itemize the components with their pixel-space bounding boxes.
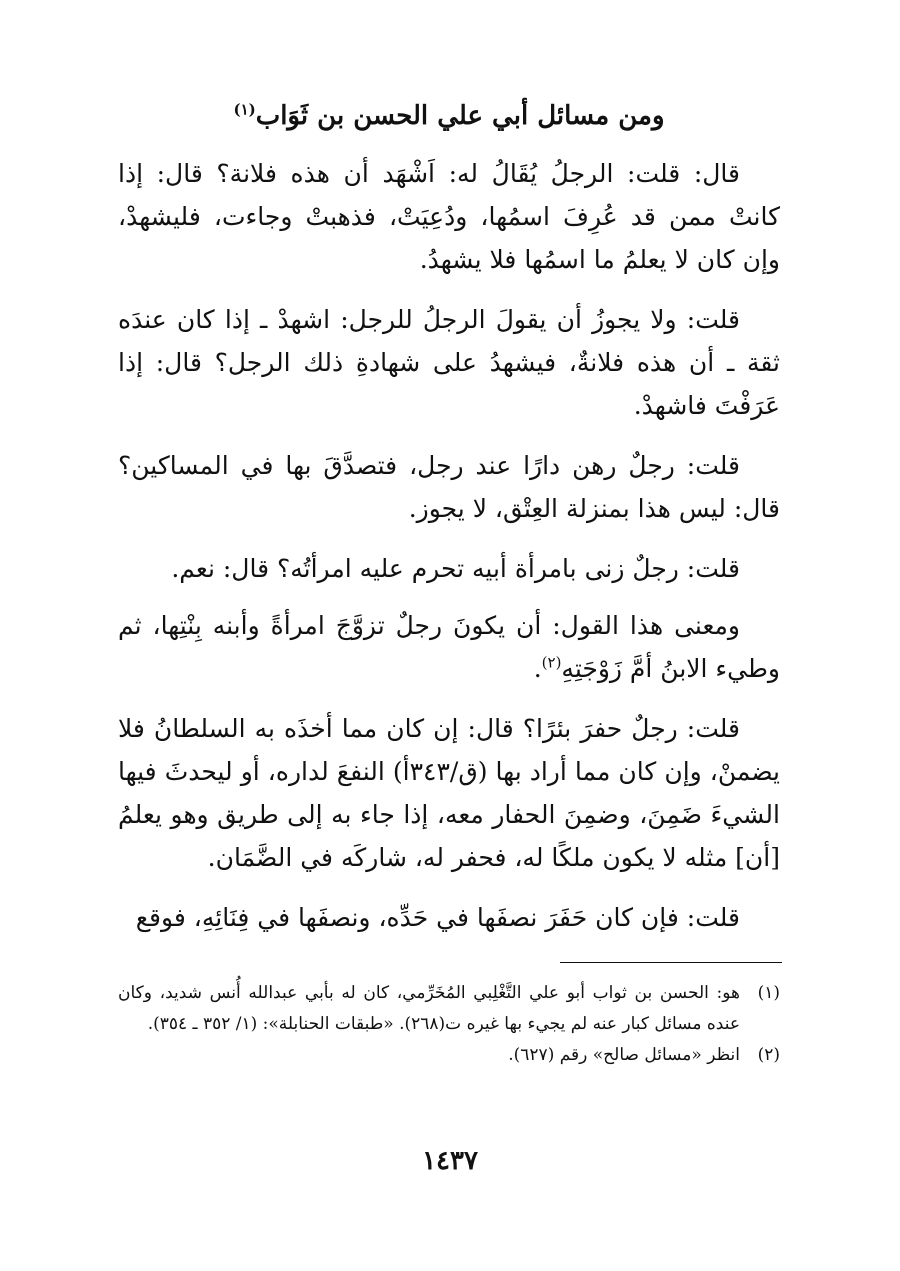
paragraph-5	[118, 604, 780, 690]
paragraph-5-text: ومعنى هذا القول: أن يكونَ رجلٌ تزوَّجَ امرأةً وأبنه بِنْتِها، ثم وطيء الابنُ أمَّ زَوْجَتِهِ	[118, 611, 780, 683]
page-number: ١٤٣٧	[422, 1146, 478, 1176]
paragraph-6: قلت: رجلٌ حفرَ بئرًا؟ قال: إن كان مما أخذَه به السلطانُ فلا يضمنْ، وإن كان مما أراد بها (ق/٣٤٣أ) النفعَ لداره، أو ليحدثَ فيها الشيءَ ضَمِنَ، وضمِنَ الحفار معه، إذا جاء به إلى طريق وهو يعلمُ [أن] مثله لا يكون ملكًا له، فحفر له، شاركَه في الضَّمَان.	[118, 714, 780, 872]
paragraph-2: قلت: ولا يجوزُ أن يقولَ الرجلُ للرجل: اشهدْ ـ إذا كان عندَه ثقة ـ أن هذه فلانةٌ، فيشهدُ على شهادةِ ذلك الرجل؟ قال: إذا عَرَفْتَ فاشهدْ.	[118, 305, 780, 420]
paragraph-5-end: .	[533, 654, 542, 683]
page-body	[118, 96, 780, 956]
footnote-separator	[560, 962, 782, 963]
footnote-1-text: هو: الحسن بن ثواب أبو علي التَّغْلِبي المُخَرِّمي، كان له بأبي عبدالله أُنس شديد، وكان عنده مسائل كبار عنه لم يجيء بها غيره ت(٢٦٨). «طبقات الحنابلة»: (١/ ٣٥٢ ـ ٣٥٤).	[118, 983, 740, 1034]
footnote-1	[118, 978, 780, 1040]
heading-title: ومن مسائل أبي علي الحسن بن ثَوَاب	[255, 101, 665, 131]
footnote-1-number: (١)	[757, 983, 780, 1003]
paragraph-5-footnote-ref: (٢)	[541, 653, 562, 672]
footnote-2-number: (٢)	[757, 1045, 780, 1065]
footnote-2	[118, 1040, 780, 1071]
section-heading	[118, 96, 780, 136]
footnote-2-text: انظر «مسائل صالح» رقم (٦٢٧).	[508, 1045, 740, 1065]
paragraph-3: قلت: رجلٌ رهن دارًا عند رجل، فتصدَّقَ بها في المساكين؟ قال: ليس هذا بمنزلة العِتْق، لا يجوز.	[118, 451, 780, 523]
heading-footnote-ref: (١)	[233, 100, 256, 119]
paragraph-7: قلت: فإن كان حَفَرَ نصفَها في حَدِّه، ونصفَها في فِنَائِهِ، فوقع	[135, 903, 740, 932]
paragraph-1: قال: قلت: الرجلُ يُقَالُ له: اَشْهَد أن هذه فلانة؟ قال: إذا كانتْ ممن قد عُرِفَ اسمُها، ودُعِيَتْ، فذهبتْ وجاءت، فليشهدْ، وإن كان لا يعلمُ ما اسمُها فلا يشهدُ.	[118, 159, 780, 274]
footnotes	[118, 978, 780, 1071]
paragraph-4: قلت: رجلٌ زنى بامرأة أبيه تحرم عليه امرأتُه؟ قال: نعم.	[171, 554, 740, 583]
